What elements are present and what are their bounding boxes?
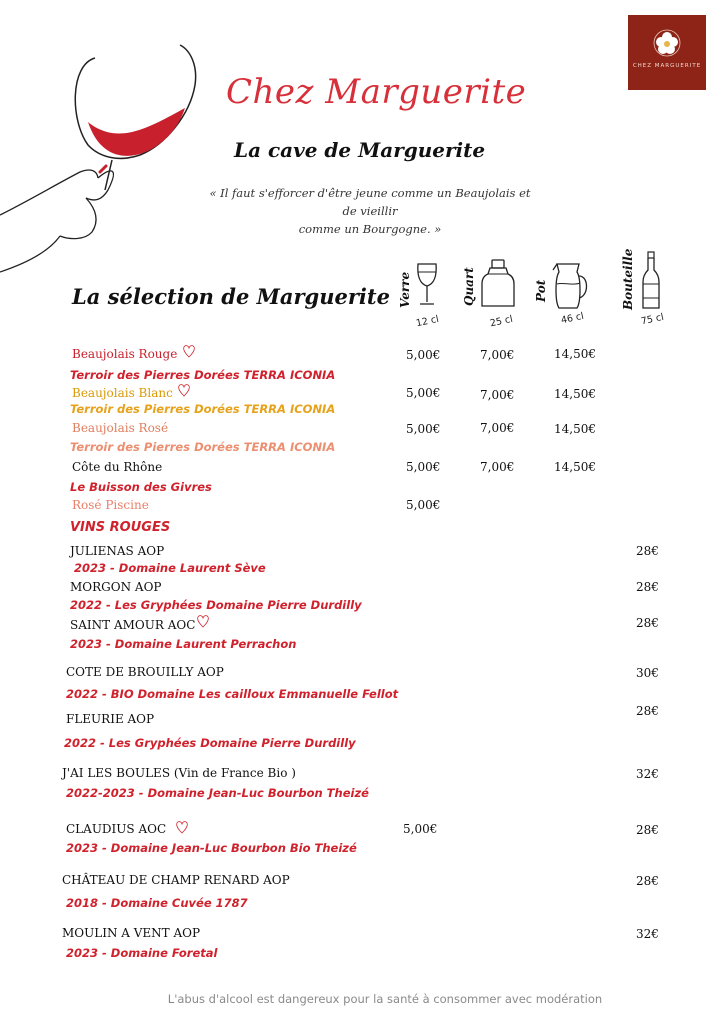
wine-name: Beaujolais Rouge [72,347,178,361]
wine-producer: Terroir des Pierres Dorées TERRA ICONIA [70,440,336,454]
column-label-quart: Quart [462,267,476,306]
flower-logo-icon [653,29,681,57]
price-bouteille: 28€ [636,823,659,837]
wine-detail: 2022 - Les Gryphées Domaine Pierre Durdilly [64,736,356,750]
wine-detail: 2018 - Domaine Cuvée 1787 [66,896,248,910]
price-pot: 14,50€ [554,347,596,361]
price-pot: 14,50€ [554,422,596,436]
wine-name: Rosé Piscine [72,498,149,512]
price-bouteille: 28€ [636,874,659,888]
price-verre: 5,00€ [406,422,441,436]
page-subtitle: La cave de Marguerite [234,138,486,162]
price-verre: 5,00€ [406,498,441,512]
price-pot: 14,50€ [554,460,596,474]
wine-name: Beaujolais Rosé [72,421,169,435]
quote-line-1: « Il faut s'efforcer d'être jeune comme un Beaujolais et de vieillir [209,186,531,218]
price-bouteille: 32€ [636,927,659,941]
wine-name: FLEURIE AOP [66,712,155,726]
heart-icon [197,614,209,628]
wine-name: MOULIN A VENT AOP [62,926,201,940]
wine-name: Beaujolais Blanc [72,386,173,400]
wine-name: COTE DE BROUILLY AOP [66,665,224,679]
wine-detail: 2023 - Domaine Foretal [66,946,218,960]
wine-detail: 2023 - Domaine Laurent Perrachon [70,637,297,651]
price-verre: 5,00€ [406,348,441,362]
price-bouteille: 28€ [636,616,659,630]
wine-detail: 2022 - Les Gryphées Domaine Pierre Durdilly [70,598,362,612]
wine-name: MORGON AOP [70,580,162,594]
wine-detail: 2022 - BIO Domaine Les cailloux Emmanuelle Fellot [66,687,399,701]
hand-wine-glass-illustration [0,40,200,280]
quote [205,184,535,238]
price-quart: 7,00€ [480,388,515,402]
column-volume-verre: 12 cl [415,313,440,330]
section-title-vins-rouges: VINS ROUGES [70,520,171,535]
bottle-quart-icon [480,258,516,310]
price-pot: 14,50€ [554,387,596,401]
wine-name: CHÂTEAU DE CHAMP RENARD AOP [62,873,290,887]
wine-name: SAINT AMOUR AOC [70,618,196,632]
price-quart: 7,00€ [480,421,515,435]
wine-name: JULIENAS AOP [70,544,165,558]
quote-line-2: comme un Bourgogne. » [298,222,442,236]
column-label-verre: Verre [398,271,412,308]
footer-disclaimer: L'abus d'alcool est dangereux pour la santé à consommer avec modération [167,992,603,1006]
wine-name: CLAUDIUS AOC [66,822,167,836]
wine-producer: Le Buisson des Givres [70,480,212,494]
price-verre: 5,00€ [406,386,441,400]
price-bouteille: 28€ [636,544,659,558]
heart-icon [176,820,188,834]
wine-name: Côte du Rhône [72,460,163,474]
wine-name: J'AI LES BOULES (Vin de France Bio ) [62,766,296,780]
wine-detail: 2022-2023 - Domaine Jean-Luc Bourbon Theizé [66,786,369,800]
column-volume-pot: 46 cl [560,310,585,327]
price-quart: 7,00€ [480,460,515,474]
price-bouteille: 28€ [636,580,659,594]
wine-detail: 2023 - Domaine Jean-Luc Bourbon Bio Theizé [66,841,357,855]
price-bouteille: 32€ [636,767,659,781]
column-label-bouteille: Bouteille [621,248,635,310]
price-bouteille: 30€ [636,666,659,680]
logo-text: CHEZ MARGUERITE [632,63,702,69]
wine-glass-icon [414,262,440,308]
price-quart: 7,00€ [480,348,515,362]
restaurant-logo [628,15,706,90]
column-volume-quart: 25 cl [489,313,514,330]
wine-detail: 2023 - Domaine Laurent Sève [74,561,266,575]
column-volume-bouteille: 75 cl [640,311,665,328]
wine-producer: Terroir des Pierres Dorées TERRA ICONIA [70,368,336,382]
column-label-pot: Pot [534,279,548,302]
selection-title: La sélection de Marguerite [72,284,390,309]
restaurant-title: Chez Marguerite [226,72,527,112]
price-bouteille: 28€ [636,704,659,718]
wine-producer: Terroir des Pierres Dorées TERRA ICONIA [70,402,336,416]
heart-icon [178,383,190,397]
wine-bottle-icon [640,250,662,312]
pitcher-icon [551,262,591,312]
heart-icon [183,344,195,358]
price-verre: 5,00€ [403,822,438,836]
price-verre: 5,00€ [406,460,441,474]
